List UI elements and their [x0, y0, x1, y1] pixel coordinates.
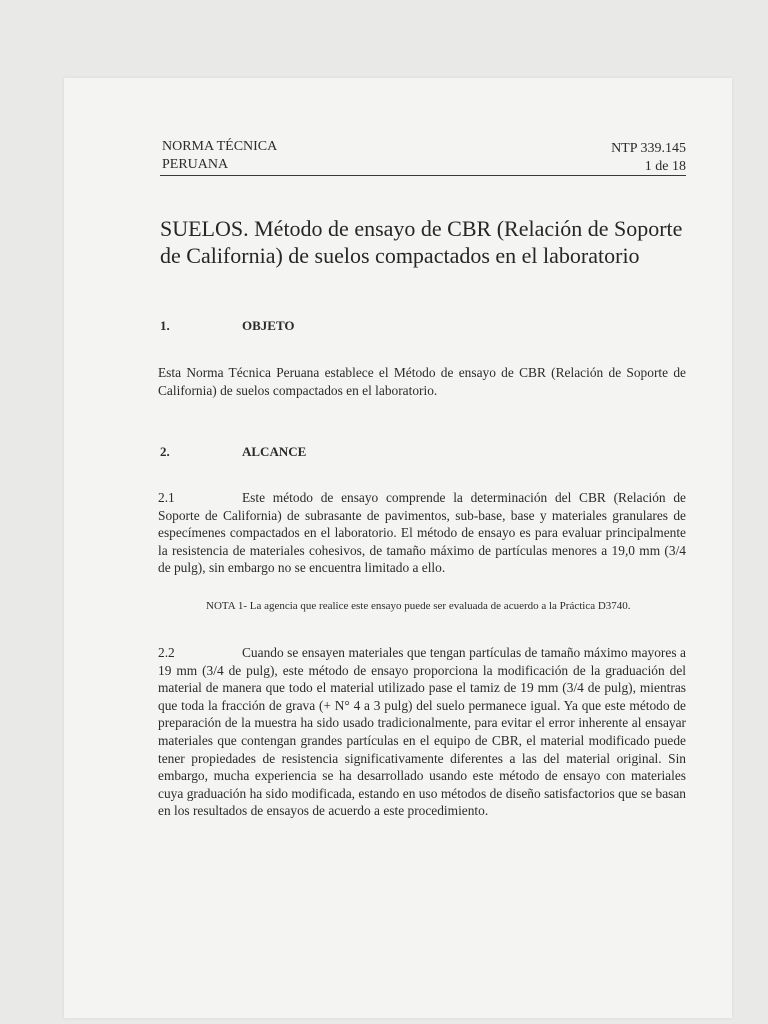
document-title: SUELOS. Método de ensayo de CBR (Relación de Soporte de California) de suelos compactados en el laboratorio [160, 216, 683, 268]
paragraph-2-1 [158, 489, 686, 577]
header-line-2: PERUANA [162, 157, 229, 172]
header-page-number: 1 de 18 [644, 159, 686, 174]
note-1: NOTA 1- La agencia que realice este ensayo puede ser evaluada de acuerdo a la Práctica D3740. [206, 600, 631, 612]
section-title: OBJETO [242, 318, 295, 333]
paragraph-number: 2.2 [158, 645, 175, 660]
objeto-paragraph: Esta Norma Técnica Peruana establece el Método de ensayo de CBR (Relación de Soporte de California) de suelos compactados en el laboratorio. [158, 365, 686, 398]
paragraph-2-2 [158, 644, 686, 820]
header-line-1: NORMA TÉCNICA [162, 139, 278, 154]
section-title: ALCANCE [242, 444, 307, 459]
header-norm-name [162, 138, 277, 174]
section-heading-alcance [160, 444, 306, 460]
header-code: NTP 339.145 [611, 141, 686, 156]
paragraph-number: 2.1 [158, 490, 175, 505]
paragraph-text: Cuando se ensayen materiales que tengan partículas de tamaño máximo mayores a 19 mm (3/4 de pulg), este método de ensayo proporciona la modificación de la graduación del material de manera que todo el material utilizado pase el tamiz de 19 mm (3/4 de pulg), mientras que toda la fracción de grava (+ N° 4 a 3 pulg) del suelo permanece igual. Ya que este método de preparación de la muestra ha sido usado tradicionalmente, para evitar el error inherente al ensayar materiales que contengan grandes partículas en el equipo de CBR, el material modificado puede tener propiedades de resistencia significativamente diferentes a las del material original. Sin embargo, mucha experiencia se ha desarrollado usando este método de ensayo con materiales cuya graduación ha sido modificada, estando en uso métodos de diseño satisfactorios que se basan en los resultados de ensayos de acuerdo a este procedimiento. [158, 645, 686, 819]
header-norm-code [611, 140, 686, 176]
header-divider [160, 175, 686, 176]
section-number: 1. [160, 318, 170, 333]
paragraph-text: Este método de ensayo comprende la determinación del CBR (Relación de Soporte de California) de subrasante de pavimentos, sub-base, base y materiales granulares de especímenes compactados en el laboratorio. El método de ensayo es para evaluar principalmente la resistencia de materiales cohesivos, de tamaño máximo de partículas menores a 19,0 mm (3/4 de pulg), sin embargo no se encuentra limitado a ello. [158, 490, 686, 576]
section-heading-objeto [160, 318, 295, 334]
section-number: 2. [160, 444, 170, 459]
